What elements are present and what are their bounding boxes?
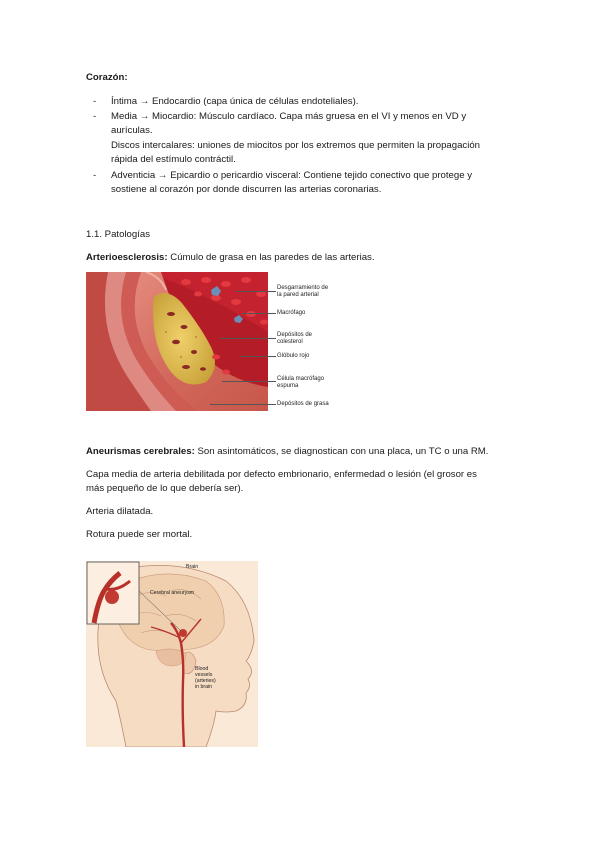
heart-item-intima: Íntima → Endocardio (capa única de células endoteliales). [111, 96, 359, 107]
label-cholesterol-line1: Depósitos de [277, 332, 313, 338]
aneurysm-paragraph-3: Arteria dilatada. [86, 506, 154, 517]
label-fat-deposits: Depósitos de grasa [277, 401, 329, 407]
label-leader-line [222, 381, 276, 382]
aneurysm-paragraph-2-line2: más pequeño de lo que debería ser). [86, 483, 244, 494]
label-tear-line1: Desgarramiento de [277, 285, 329, 291]
aneurysm-definition: Son asintomáticos, se diagnostican con una placa, un TC o una RM. [194, 446, 489, 457]
label-cholesterol-line2: colesterol [277, 339, 303, 345]
artery-cross-section-illustration [86, 272, 268, 411]
heart-heading: Corazón: [86, 72, 128, 83]
label-leader-line [220, 338, 276, 339]
bullet-dash: - [93, 96, 97, 107]
aneurysm-paragraph-4: Rotura puede ser mortal. [86, 529, 193, 540]
label-leader-line [236, 291, 276, 292]
heart-item-adventicia-line2: sostiene al corazón por donde discurren las arterias coronarias. [111, 184, 382, 195]
bullet-dash: - [93, 170, 97, 181]
cerebral-aneurysm-label: Cerebral aneurysm [150, 590, 195, 596]
blood-vessels-label-line1: Blood [195, 666, 209, 672]
arteriosclerosis-paragraph [86, 251, 375, 265]
heart-item-media-line3: Discos intercalares: uniones de miocitos por los extremos que permiten la propagación [111, 140, 481, 151]
head-brain-illustration [86, 561, 258, 747]
label-tear-line2: la pared arterial [277, 292, 319, 298]
aneurysm-paragraph [86, 445, 488, 459]
arteriosclerosis-definition: Cúmulo de grasa en las paredes de las arterias. [167, 252, 375, 263]
blood-vessels-label-line4: in brain [195, 684, 213, 690]
heart-item-adventicia-line1: Adventicia → Epicardio o pericardio visceral: Contiene tejido conectivo que protege y [111, 170, 473, 181]
section-title: 1.1. Patologías [86, 229, 151, 240]
brain-label: Brain [186, 564, 199, 570]
blood-vessels-label-line3: (arteries) [195, 678, 216, 684]
cerebral-aneurysm-figure [86, 561, 258, 747]
arteriosclerosis-figure [86, 272, 268, 411]
label-red-blood-cell: Glóbulo rojo [277, 353, 310, 359]
arteriosclerosis-term: Arterioesclerosis: [86, 252, 168, 263]
label-leader-line [240, 356, 276, 357]
label-macrophage: Macrófago [277, 310, 306, 316]
blood-vessels-label-line2: vessels [195, 672, 213, 678]
label-leader-line [242, 313, 276, 314]
heart-item-media-line4: rápida del estímulo contráctil. [111, 154, 236, 165]
label-foam-cell-line1: Célula macrófago [277, 376, 325, 382]
aneurysm-paragraph-2-line1: Capa media de arteria debilitada por defecto embrionario, enfermedad o lesión (el grosor es [86, 469, 477, 480]
bullet-dash: - [93, 111, 97, 122]
aneurysm-term: Aneurismas cerebrales: [86, 446, 195, 457]
heart-item-media-line2: aurículas. [111, 125, 153, 136]
label-foam-cell-line2: espuma [277, 383, 299, 389]
heart-item-media-line1: Media → Miocardio: Músculo cardíaco. Capa más gruesa en el VI y menos en VD y [111, 111, 467, 122]
label-leader-line [210, 404, 276, 405]
